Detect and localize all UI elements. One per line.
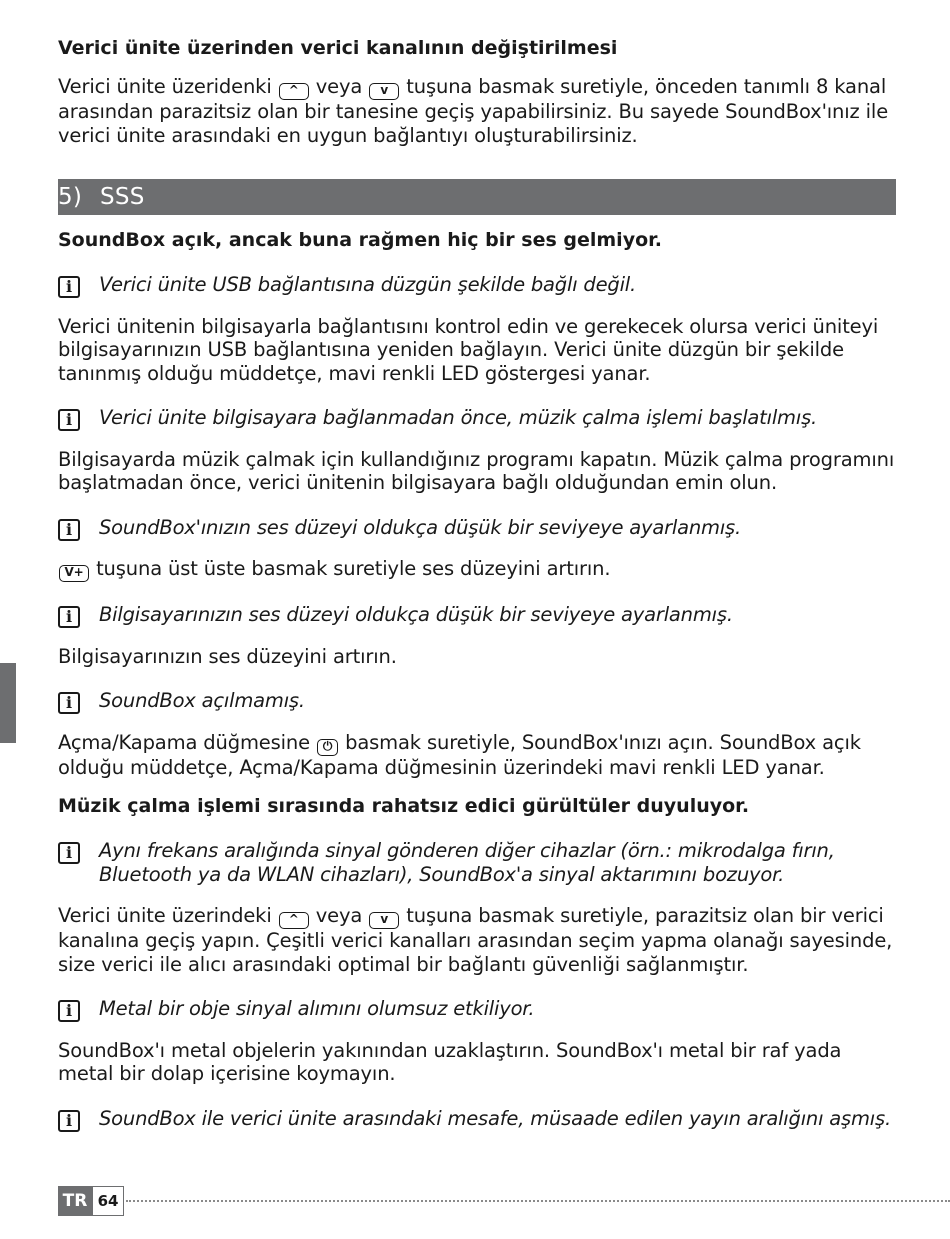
faq2-solution-1: [58, 904, 896, 976]
faq1-solution-5: [58, 731, 896, 780]
info-icon: i: [58, 1110, 80, 1132]
cause-text: Verici ünite bilgisayara bağlanmadan önce, müzik çalma işlemi başlatılmış.: [99, 406, 818, 429]
faq2-heading: Müzik çalma işlemi sırasında rahatsız edici gürültüler duyuluyor.: [58, 795, 750, 817]
down-key-icon: v: [369, 83, 399, 100]
faq1-solution-1: Verici ünitenin bilgisayarla bağlantısını kontrol edin ve gerekecek olursa verici üniteyi bilgisayarınızın USB bağlantısına yeniden bağlayın. Verici ünite düzgün bir şekilde tanınmış olduğu müddetçe, mavi renkli LED göstergesi yanar.: [58, 314, 879, 385]
intro-heading: Verici ünite üzerinden verici kanalının değiştirilmesi: [58, 37, 618, 59]
info-icon: i: [58, 276, 80, 298]
faq2-solution-2: SoundBox'ı metal objelerin yakınından uzaklaştırın. SoundBox'ı metal bir raf yada metal bir dolap içerisine koymayın.: [58, 1038, 842, 1085]
solution-text-b: veya: [315, 904, 363, 927]
power-button-icon: ⏻: [317, 739, 338, 756]
side-thumb-tab: [0, 663, 16, 743]
faq1-cause-3: [58, 516, 896, 540]
faq1-heading: SoundBox açık, ancak buna rağmen hiç bir ses gelmiyor.: [58, 229, 663, 251]
solution-text-c: tuşuna basmak suretiyle, parazitsiz olan bir verici kanalına geçiş yapın. Çeşitli verici kanalları arasından seçim yapma olanağı sayesinde, size verici ile alıcı arasındaki optimal bir bağlantı güvenliği sağlanmıştır.: [58, 904, 893, 976]
volume-up-key-icon: V+: [59, 565, 89, 582]
section-number: 5): [58, 184, 83, 210]
down-key-icon: v: [369, 912, 399, 929]
cause-text: Bilgisayarınızın ses düzeyi oldukça düşük bir seviyeye ayarlanmış.: [99, 603, 733, 626]
faq2-cause-3: [58, 1107, 896, 1131]
info-icon: i: [58, 842, 80, 864]
solution-text-a: Açma/Kapama düğmesine: [58, 730, 310, 754]
cause-text: Verici ünite USB bağlantısına düzgün şekilde bağlı değil.: [99, 273, 636, 296]
faq1-cause-2: [58, 406, 896, 430]
intro-text-b: veya: [315, 75, 363, 98]
faq1-solution-2: Bilgisayarda müzik çalmak için kullandığınız programı kapatın. Müzik çalma programını başlatmadan önce, verici ünitenin bilgisayara bağlı olduğundan emin olun.: [58, 447, 895, 494]
section-title: SSS: [100, 184, 145, 210]
footer-dotted-rule: [126, 1200, 950, 1202]
section-header: [58, 179, 896, 215]
faq1-cause-5: [58, 689, 896, 713]
page-number: 64: [92, 1186, 124, 1216]
info-icon: i: [58, 1000, 80, 1022]
solution-text-a: Verici ünite üzerindeki: [58, 904, 272, 927]
cause-text: Metal bir obje sinyal alımını olumsuz etkiliyor.: [99, 997, 535, 1020]
intro-paragraph: [58, 75, 896, 147]
solution-text-b: basmak suretiyle, SoundBox'ınızı açın. SoundBox açık olduğu müddetçe, Açma/Kapama düğmesinin üzerindeki mavi renkli LED yanar.: [58, 730, 861, 779]
cause-text: SoundBox ile verici ünite arasındaki mesafe, müsaade edilen yayın aralığını aşmış.: [99, 1106, 891, 1130]
faq1-solution-3: [58, 557, 896, 582]
solution-text: tuşuna üst üste basmak suretiyle ses düzeyini artırın.: [96, 557, 611, 580]
intro-text-a: Verici ünite üzeridenki: [58, 75, 272, 98]
language-badge: TR: [58, 1186, 92, 1216]
faq1-solution-4: Bilgisayarınızın ses düzeyini artırın.: [58, 644, 397, 668]
page-footer: [58, 1186, 124, 1216]
faq2-cause-2: [58, 997, 896, 1021]
faq1-cause-4: [58, 603, 896, 627]
info-icon: i: [58, 409, 80, 431]
faq2-cause-1: [58, 839, 896, 886]
intro-text-c: tuşuna basmak suretiyle, önceden tanımlı 8 kanal arasından parazitsiz olan bir tanesine geçiş yapabilirsiniz. Bu sayede SoundBox'ınız ile verici ünite arasındaki en uygun bağlantıyı oluşturabilirsiniz.: [58, 75, 889, 147]
info-icon: i: [58, 519, 80, 541]
cause-text: Aynı frekans aralığında sinyal gönderen diğer cihazlar (örn.: mikrodalga fırın, Bluetooth ya da WLAN cihazları), SoundBox'a sinyal aktarımını bozuyor.: [99, 839, 835, 886]
page-content: [58, 36, 896, 1130]
faq1-cause-1: [58, 273, 896, 297]
info-icon: i: [58, 606, 80, 628]
cause-text: SoundBox açılmamış.: [99, 689, 305, 712]
cause-text: SoundBox'ınızın ses düzeyi oldukça düşük bir seviyeye ayarlanmış.: [99, 515, 742, 539]
up-key-icon: ^: [279, 83, 309, 100]
info-icon: i: [58, 692, 80, 714]
up-key-icon: ^: [279, 912, 309, 929]
